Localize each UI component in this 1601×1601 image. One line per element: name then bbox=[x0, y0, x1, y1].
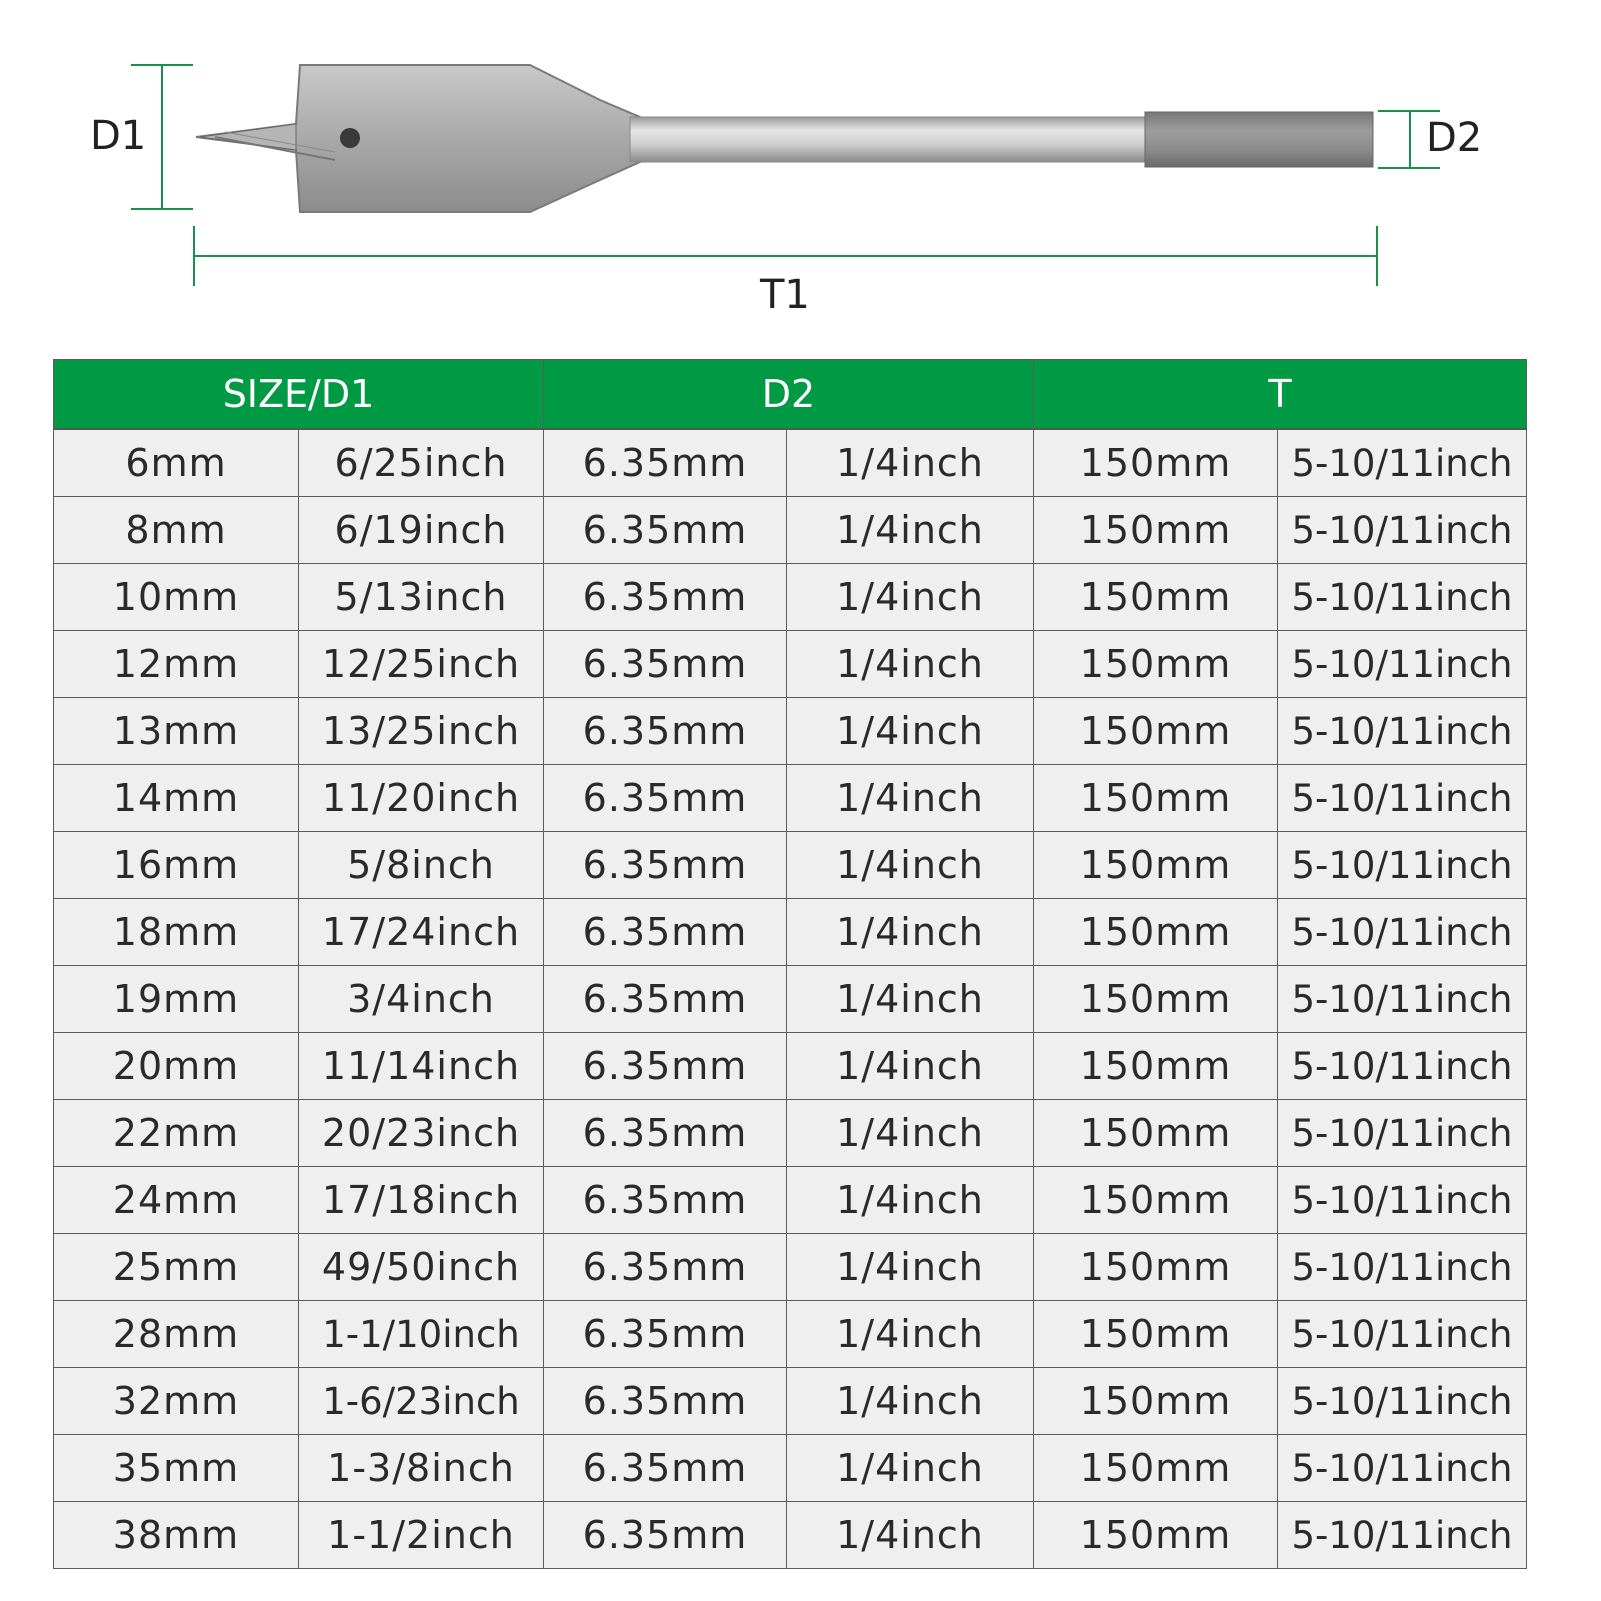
d2-inch-cell: 1/4inch bbox=[787, 1234, 1034, 1301]
t-inch-cell: 5-10/11inch bbox=[1278, 1502, 1527, 1569]
d2-inch-cell: 1/4inch bbox=[787, 765, 1034, 832]
d2-inch-cell: 1/4inch bbox=[787, 1435, 1034, 1502]
d2-mm-cell: 6.35mm bbox=[544, 765, 787, 832]
t-mm-cell: 150mm bbox=[1034, 1167, 1278, 1234]
t-inch-cell: 5-10/11inch bbox=[1278, 1033, 1527, 1100]
size-mm-cell: 6mm bbox=[54, 429, 299, 497]
size-mm-cell: 20mm bbox=[54, 1033, 299, 1100]
size-mm-cell: 8mm bbox=[54, 497, 299, 564]
d2-inch-cell: 1/4inch bbox=[787, 1100, 1034, 1167]
table-row bbox=[54, 1100, 1527, 1167]
table-header-row bbox=[54, 360, 1527, 430]
d2-inch-cell: 1/4inch bbox=[787, 1167, 1034, 1234]
d2-mm-cell: 6.35mm bbox=[544, 497, 787, 564]
d2-mm-cell: 6.35mm bbox=[544, 564, 787, 631]
d2-mm-cell: 6.35mm bbox=[544, 1301, 787, 1368]
table-body bbox=[54, 429, 1527, 1569]
size-mm-cell: 32mm bbox=[54, 1368, 299, 1435]
d2-inch-cell: 1/4inch bbox=[787, 899, 1034, 966]
size-mm-cell: 22mm bbox=[54, 1100, 299, 1167]
table-row bbox=[54, 1033, 1527, 1100]
size-inch-cell: 1-1/10inch bbox=[299, 1301, 544, 1368]
t-inch-cell: 5-10/11inch bbox=[1278, 429, 1527, 497]
t-mm-cell: 150mm bbox=[1034, 1033, 1278, 1100]
size-mm-cell: 19mm bbox=[54, 966, 299, 1033]
table-row bbox=[54, 698, 1527, 765]
table-row bbox=[54, 899, 1527, 966]
table-row bbox=[54, 1167, 1527, 1234]
size-inch-cell: 11/14inch bbox=[299, 1033, 544, 1100]
size-inch-cell: 1-3/8inch bbox=[299, 1435, 544, 1502]
table-row bbox=[54, 1301, 1527, 1368]
t-inch-cell: 5-10/11inch bbox=[1278, 765, 1527, 832]
t-inch-cell: 5-10/11inch bbox=[1278, 497, 1527, 564]
d2-inch-cell: 1/4inch bbox=[787, 631, 1034, 698]
t-mm-cell: 150mm bbox=[1034, 1234, 1278, 1301]
size-mm-cell: 25mm bbox=[54, 1234, 299, 1301]
size-mm-cell: 24mm bbox=[54, 1167, 299, 1234]
d2-mm-cell: 6.35mm bbox=[544, 832, 787, 899]
t-inch-cell: 5-10/11inch bbox=[1278, 1435, 1527, 1502]
size-inch-cell: 5/13inch bbox=[299, 564, 544, 631]
t-inch-cell: 5-10/11inch bbox=[1278, 698, 1527, 765]
d2-inch-cell: 1/4inch bbox=[787, 429, 1034, 497]
size-inch-cell: 6/19inch bbox=[299, 497, 544, 564]
size-inch-cell: 1-1/2inch bbox=[299, 1502, 544, 1569]
table-row bbox=[54, 429, 1527, 497]
table-row bbox=[54, 631, 1527, 698]
d1-label: D1 bbox=[90, 113, 147, 159]
size-inch-cell: 49/50inch bbox=[299, 1234, 544, 1301]
table-row bbox=[54, 832, 1527, 899]
table-row bbox=[54, 966, 1527, 1033]
d2-mm-cell: 6.35mm bbox=[544, 899, 787, 966]
size-mm-cell: 38mm bbox=[54, 1502, 299, 1569]
table-row bbox=[54, 1502, 1527, 1569]
size-inch-cell: 13/25inch bbox=[299, 698, 544, 765]
size-mm-cell: 16mm bbox=[54, 832, 299, 899]
table-row bbox=[54, 1435, 1527, 1502]
t-mm-cell: 150mm bbox=[1034, 966, 1278, 1033]
d2-mm-cell: 6.35mm bbox=[544, 1435, 787, 1502]
t-mm-cell: 150mm bbox=[1034, 429, 1278, 497]
table-row bbox=[54, 765, 1527, 832]
size-inch-cell: 20/23inch bbox=[299, 1100, 544, 1167]
t-mm-cell: 150mm bbox=[1034, 497, 1278, 564]
table-row bbox=[54, 497, 1527, 564]
size-inch-cell: 6/25inch bbox=[299, 429, 544, 497]
t-mm-cell: 150mm bbox=[1034, 832, 1278, 899]
d2-mm-cell: 6.35mm bbox=[544, 698, 787, 765]
t-inch-cell: 5-10/11inch bbox=[1278, 966, 1527, 1033]
size-inch-cell: 1-6/23inch bbox=[299, 1368, 544, 1435]
size-mm-cell: 10mm bbox=[54, 564, 299, 631]
t-mm-cell: 150mm bbox=[1034, 1435, 1278, 1502]
d2-inch-cell: 1/4inch bbox=[787, 1301, 1034, 1368]
t-mm-cell: 150mm bbox=[1034, 1502, 1278, 1569]
d2-inch-cell: 1/4inch bbox=[787, 832, 1034, 899]
t1-label: T1 bbox=[760, 272, 810, 318]
size-inch-cell: 11/20inch bbox=[299, 765, 544, 832]
size-inch-cell: 5/8inch bbox=[299, 832, 544, 899]
drill-bit-diagram bbox=[0, 0, 1601, 330]
size-mm-cell: 12mm bbox=[54, 631, 299, 698]
d2-mm-cell: 6.35mm bbox=[544, 1368, 787, 1435]
t-inch-cell: 5-10/11inch bbox=[1278, 564, 1527, 631]
d2-mm-cell: 6.35mm bbox=[544, 966, 787, 1033]
size-mm-cell: 28mm bbox=[54, 1301, 299, 1368]
t-mm-cell: 150mm bbox=[1034, 631, 1278, 698]
round-shank bbox=[630, 117, 1145, 162]
size-spec-table bbox=[53, 359, 1527, 1569]
hex-shank bbox=[1145, 112, 1373, 167]
t-mm-cell: 150mm bbox=[1034, 1301, 1278, 1368]
t-inch-cell: 5-10/11inch bbox=[1278, 631, 1527, 698]
table-row bbox=[54, 564, 1527, 631]
d2-inch-cell: 1/4inch bbox=[787, 1033, 1034, 1100]
t-inch-cell: 5-10/11inch bbox=[1278, 832, 1527, 899]
d2-mm-cell: 6.35mm bbox=[544, 1167, 787, 1234]
d2-mm-cell: 6.35mm bbox=[544, 429, 787, 497]
t-inch-cell: 5-10/11inch bbox=[1278, 1100, 1527, 1167]
d2-mm-cell: 6.35mm bbox=[544, 1100, 787, 1167]
t-inch-cell: 5-10/11inch bbox=[1278, 899, 1527, 966]
t-inch-cell: 5-10/11inch bbox=[1278, 1167, 1527, 1234]
size-inch-cell: 3/4inch bbox=[299, 966, 544, 1033]
size-inch-cell: 17/18inch bbox=[299, 1167, 544, 1234]
t-mm-cell: 150mm bbox=[1034, 564, 1278, 631]
d2-inch-cell: 1/4inch bbox=[787, 497, 1034, 564]
t-mm-cell: 150mm bbox=[1034, 899, 1278, 966]
d2-inch-cell: 1/4inch bbox=[787, 1502, 1034, 1569]
d2-inch-cell: 1/4inch bbox=[787, 1368, 1034, 1435]
size-mm-cell: 14mm bbox=[54, 765, 299, 832]
t-mm-cell: 150mm bbox=[1034, 1368, 1278, 1435]
t-mm-cell: 150mm bbox=[1034, 698, 1278, 765]
d2-mm-cell: 6.35mm bbox=[544, 1234, 787, 1301]
d2-inch-cell: 1/4inch bbox=[787, 966, 1034, 1033]
t-inch-cell: 5-10/11inch bbox=[1278, 1368, 1527, 1435]
t-mm-cell: 150mm bbox=[1034, 1100, 1278, 1167]
d2-inch-cell: 1/4inch bbox=[787, 698, 1034, 765]
header-size-d1: SIZE/D1 bbox=[54, 360, 544, 430]
d2-label: D2 bbox=[1426, 115, 1483, 161]
d2-mm-cell: 6.35mm bbox=[544, 1502, 787, 1569]
t-inch-cell: 5-10/11inch bbox=[1278, 1301, 1527, 1368]
table-row bbox=[54, 1234, 1527, 1301]
table-row bbox=[54, 1368, 1527, 1435]
size-mm-cell: 18mm bbox=[54, 899, 299, 966]
t-inch-cell: 5-10/11inch bbox=[1278, 1234, 1527, 1301]
header-t: T bbox=[1034, 360, 1527, 430]
header-d2: D2 bbox=[544, 360, 1034, 430]
size-mm-cell: 35mm bbox=[54, 1435, 299, 1502]
d2-inch-cell: 1/4inch bbox=[787, 564, 1034, 631]
d2-mm-cell: 6.35mm bbox=[544, 1033, 787, 1100]
size-inch-cell: 17/24inch bbox=[299, 899, 544, 966]
spade-blade bbox=[196, 65, 640, 212]
size-mm-cell: 13mm bbox=[54, 698, 299, 765]
size-inch-cell: 12/25inch bbox=[299, 631, 544, 698]
t-mm-cell: 150mm bbox=[1034, 765, 1278, 832]
d2-mm-cell: 6.35mm bbox=[544, 631, 787, 698]
